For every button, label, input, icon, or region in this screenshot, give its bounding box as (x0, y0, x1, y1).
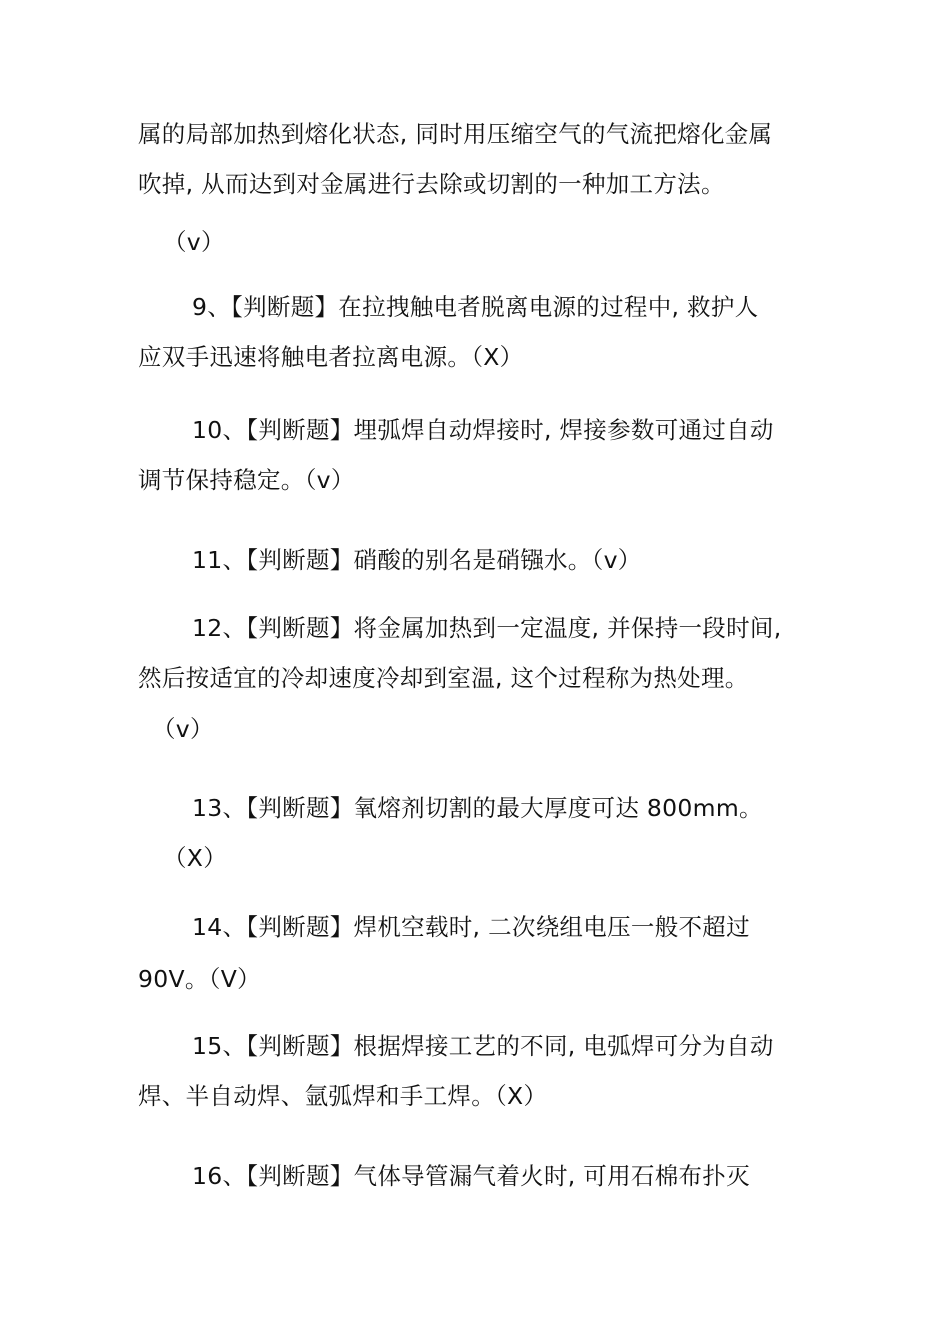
answer-mark: （X） (163, 844, 227, 872)
question-16: 16、【判断题】气体导管漏气着火时, 可用石棉布扑灭 (192, 1162, 750, 1190)
text-line: 属的局部加热到熔化状态, 同时用压缩空气的气流把熔化金属 (138, 120, 773, 148)
question-9: 9、【判断题】在拉拽触电者脱离电源的过程中, 救护人 (192, 293, 759, 321)
answer-mark: （v） (163, 228, 225, 256)
text-line: 焊、半自动焊、氩弧焊和手工焊。（X） (138, 1082, 548, 1110)
text-line: 应双手迅速将触电者拉离电源。（X） (138, 343, 524, 371)
question-10: 10、【判断题】埋弧焊自动焊接时, 焊接参数可通过自动 (192, 416, 774, 444)
text-line: 调节保持稳定。（v） (138, 466, 355, 494)
question-12: 12、【判断题】将金属加热到一定温度, 并保持一段时间, (192, 614, 782, 642)
text-line: 然后按适宜的冷却速度冷却到室温, 这个过程称为热处理。 (138, 664, 749, 692)
question-11: 11、【判断题】硝酸的别名是硝镪水。（v） (192, 546, 642, 574)
question-13: 13、【判断题】氧熔剂切割的最大厚度可达 800mm。 (192, 794, 763, 822)
question-15: 15、【判断题】根据焊接工艺的不同, 电弧焊可分为自动 (192, 1032, 774, 1060)
question-14: 14、【判断题】焊机空载时, 二次绕组电压一般不超过 (192, 913, 750, 941)
text-line: 吹掉, 从而达到对金属进行去除或切割的一种加工方法。 (138, 170, 725, 198)
answer-mark: （v） (152, 715, 214, 743)
text-line: 90V。（V） (138, 965, 261, 993)
